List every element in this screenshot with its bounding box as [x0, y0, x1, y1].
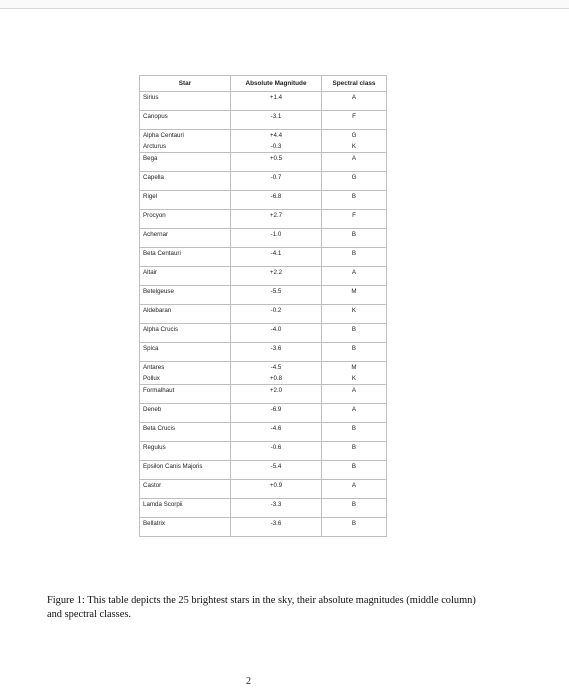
page-number: 2 [246, 676, 251, 687]
star-name-cell: Formalhaut [140, 385, 231, 404]
star-name-cell: Betelgeuse [140, 286, 231, 305]
absolute-magnitude-cell: -6.8 [231, 191, 322, 210]
absolute-magnitude-cell: -4.1 [231, 248, 322, 267]
table-row [140, 499, 387, 518]
absolute-magnitude-cell: -4.5 [231, 362, 322, 374]
table-row [140, 130, 387, 142]
table-row [140, 191, 387, 210]
table-row [140, 362, 387, 374]
table-row [140, 480, 387, 499]
table-row [140, 518, 387, 537]
star-name-cell: Aldebaran [140, 305, 231, 324]
spectral-class-cell: A [322, 92, 387, 111]
absolute-magnitude-cell: -0.6 [231, 442, 322, 461]
star-name-cell: Pollux [140, 373, 231, 385]
absolute-magnitude-cell: +2.0 [231, 385, 322, 404]
table-row [140, 229, 387, 248]
spectral-class-cell: M [322, 362, 387, 374]
star-name-cell: Deneb [140, 404, 231, 423]
table-row [140, 373, 387, 385]
absolute-magnitude-cell: -3.1 [231, 111, 322, 130]
absolute-magnitude-cell: -4.0 [231, 324, 322, 343]
table-row [140, 248, 387, 267]
table-row [140, 442, 387, 461]
spectral-class-cell: M [322, 286, 387, 305]
table-row [140, 153, 387, 172]
absolute-magnitude-cell: -3.6 [231, 518, 322, 537]
header-absolute-magnitude: Absolute Magnitude [231, 76, 322, 92]
spectral-class-cell: B [322, 442, 387, 461]
absolute-magnitude-cell: +1.4 [231, 92, 322, 111]
table-row [140, 141, 387, 153]
star-name-cell: Rigel [140, 191, 231, 210]
star-name-cell: Canopus [140, 111, 231, 130]
absolute-magnitude-cell: -0.2 [231, 305, 322, 324]
star-name-cell: Castor [140, 480, 231, 499]
star-name-cell: Alpha Crucis [140, 324, 231, 343]
spectral-class-cell: B [322, 229, 387, 248]
spectral-class-cell: B [322, 248, 387, 267]
absolute-magnitude-cell: +2.7 [231, 210, 322, 229]
spectral-class-cell: K [322, 373, 387, 385]
spectral-class-cell: B [322, 518, 387, 537]
table-row [140, 324, 387, 343]
table-row [140, 210, 387, 229]
viewer-top-bar [0, 0, 569, 9]
spectral-class-cell: B [322, 324, 387, 343]
spectral-class-cell: B [322, 343, 387, 362]
table-header-row [140, 76, 387, 92]
absolute-magnitude-cell: -1.0 [231, 229, 322, 248]
star-name-cell: Sirius [140, 92, 231, 111]
spectral-class-cell: K [322, 305, 387, 324]
spectral-class-cell: B [322, 423, 387, 442]
absolute-magnitude-cell: +0.9 [231, 480, 322, 499]
table-row [140, 404, 387, 423]
star-name-cell: Beta Crucis [140, 423, 231, 442]
absolute-magnitude-cell: +0.8 [231, 373, 322, 385]
table-row [140, 385, 387, 404]
spectral-class-cell: A [322, 480, 387, 499]
absolute-magnitude-cell: -5.5 [231, 286, 322, 305]
figure-caption: Figure 1: This table depicts the 25 brightest stars in the sky, their absolute magnitudes (middle column) and spectral classes. [47, 595, 476, 620]
spectral-class-cell: A [322, 153, 387, 172]
brightest-stars-table [139, 75, 387, 537]
spectral-class-cell: G [322, 130, 387, 142]
absolute-magnitude-cell: -3.3 [231, 499, 322, 518]
spectral-class-cell: A [322, 267, 387, 286]
absolute-magnitude-cell: -3.6 [231, 343, 322, 362]
absolute-magnitude-cell: -0.7 [231, 172, 322, 191]
spectral-class-cell: B [322, 499, 387, 518]
table-row [140, 172, 387, 191]
absolute-magnitude-cell: -6.9 [231, 404, 322, 423]
spectral-class-cell: G [322, 172, 387, 191]
star-name-cell: Epsilon Canis Majoris [140, 461, 231, 480]
table-row [140, 111, 387, 130]
spectral-class-cell: K [322, 141, 387, 153]
star-name-cell: Bellatrix [140, 518, 231, 537]
star-name-cell: Achernar [140, 229, 231, 248]
document-page [0, 9, 569, 700]
spectral-class-cell: F [322, 111, 387, 130]
table-row [140, 92, 387, 111]
spectral-class-cell: B [322, 191, 387, 210]
header-spectral-class: Spectral class [322, 76, 387, 92]
star-name-cell: Antares [140, 362, 231, 374]
table-row [140, 343, 387, 362]
star-name-cell: Lamda Scorpii [140, 499, 231, 518]
table-row [140, 461, 387, 480]
spectral-class-cell: B [322, 461, 387, 480]
table-row [140, 267, 387, 286]
star-name-cell: Alpha Centauri [140, 130, 231, 142]
absolute-magnitude-cell: +0.5 [231, 153, 322, 172]
star-name-cell: Capella [140, 172, 231, 191]
absolute-magnitude-cell: -5.4 [231, 461, 322, 480]
star-name-cell: Regulus [140, 442, 231, 461]
star-name-cell: Procyon [140, 210, 231, 229]
spectral-class-cell: A [322, 404, 387, 423]
table-row [140, 423, 387, 442]
star-name-cell: Spica [140, 343, 231, 362]
star-name-cell: Beta Centauri [140, 248, 231, 267]
table-row [140, 286, 387, 305]
star-name-cell: Altair [140, 267, 231, 286]
header-star: Star [140, 76, 231, 92]
spectral-class-cell: A [322, 385, 387, 404]
spectral-class-cell: F [322, 210, 387, 229]
absolute-magnitude-cell: +4.4 [231, 130, 322, 142]
absolute-magnitude-cell: -4.6 [231, 423, 322, 442]
absolute-magnitude-cell: +2.2 [231, 267, 322, 286]
table-row [140, 305, 387, 324]
star-name-cell: Arcturus [140, 141, 231, 153]
star-name-cell: Bega [140, 153, 231, 172]
absolute-magnitude-cell: -0.3 [231, 141, 322, 153]
